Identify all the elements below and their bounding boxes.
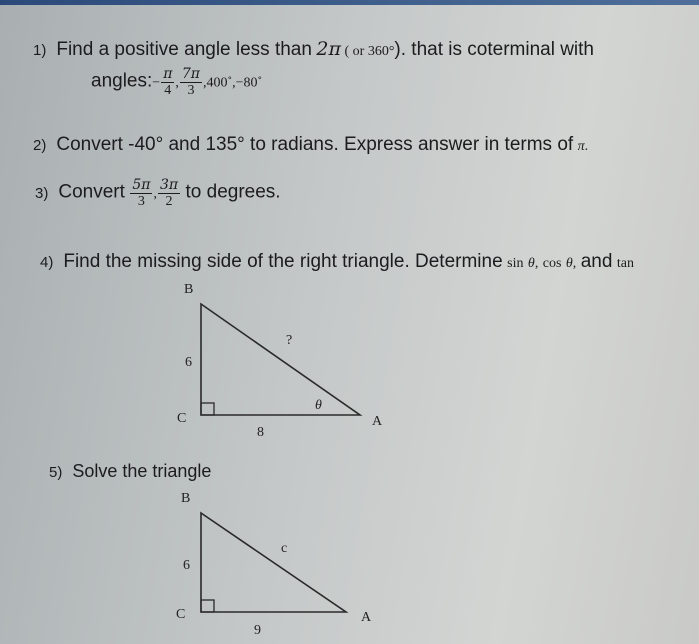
fraction-pi-over-4: $\frac{\pi}{4}$ xyxy=(163,66,173,98)
comma: , xyxy=(572,256,577,271)
cos-label: cos xyxy=(542,256,562,271)
question-2-text: Convert -40° and 135° to radians. Express answer in terms of xyxy=(56,134,574,155)
fraction-5pi-over-3: $\frac{5\pi}{3}$ xyxy=(132,177,151,209)
question-3-text-end: to degrees. xyxy=(185,181,281,203)
and-word: and xyxy=(580,251,613,272)
triangle-1-side-ca: 8 xyxy=(257,425,264,440)
angles-label: angles: xyxy=(91,70,153,92)
comma: , xyxy=(534,256,539,271)
angles-list-rest: ,400˚,−80˚ xyxy=(203,75,263,91)
comma: , xyxy=(153,186,157,202)
question-5-text: Solve the triangle xyxy=(72,461,212,481)
question-1-text-end: ). that is coterminal with xyxy=(394,39,594,60)
question-3-text: Convert xyxy=(58,181,125,203)
triangle-1-outline xyxy=(201,304,360,415)
theta: θ xyxy=(527,256,535,271)
degrees-360: 360° xyxy=(367,44,395,59)
triangle-1 xyxy=(201,304,360,415)
question-4-number: 4) xyxy=(40,254,54,271)
two-pi: 2π xyxy=(316,38,341,60)
pi-symbol: π xyxy=(577,139,585,154)
tan-label: tan xyxy=(616,256,634,271)
triangle-2 xyxy=(201,513,346,612)
triangle-1-vertex-a: A xyxy=(372,414,383,429)
fraction-7pi-over-3: $\frac{7\pi}{3}$ xyxy=(181,66,200,98)
triangle-2-side-bc: 6 xyxy=(183,558,190,573)
triangle-2-right-angle-marker xyxy=(201,600,214,612)
comma: , xyxy=(175,75,179,91)
triangle-1-angle-a: θ xyxy=(315,398,322,413)
negative-sign: − xyxy=(152,75,161,91)
triangle-2-vertex-a: A xyxy=(361,610,372,625)
question-1-number: 1) xyxy=(33,42,47,59)
triangle-1-right-angle-marker xyxy=(201,403,214,415)
theta: θ xyxy=(565,256,573,271)
triangle-2-side-ca: 9 xyxy=(254,623,261,638)
question-1-text: Find a positive angle less than xyxy=(56,39,312,60)
period: . xyxy=(584,139,589,154)
question-5 xyxy=(49,461,211,482)
question-5-number: 5) xyxy=(49,464,63,481)
triangle-2-outline xyxy=(201,513,346,612)
question-3-number: 3) xyxy=(35,184,49,202)
triangle-1-vertex-b: B xyxy=(184,282,194,297)
triangle-1-vertex-c: C xyxy=(177,411,187,426)
fraction-3pi-over-2: $\frac{3\pi}{2}$ xyxy=(159,177,179,209)
triangle-1-side-bc: 6 xyxy=(185,355,192,370)
question-4-text: Find the missing side of the right triangle. Determine xyxy=(63,251,503,272)
triangle-2-vertex-c: C xyxy=(176,607,186,622)
paren-open: ( or xyxy=(340,44,368,59)
triangle-2-vertex-b: B xyxy=(181,491,191,506)
triangle-2-side-ab: c xyxy=(281,541,288,556)
triangle-1-side-ab: ? xyxy=(286,333,293,348)
sin-label: sin xyxy=(507,256,524,271)
question-2-number: 2) xyxy=(33,137,47,154)
